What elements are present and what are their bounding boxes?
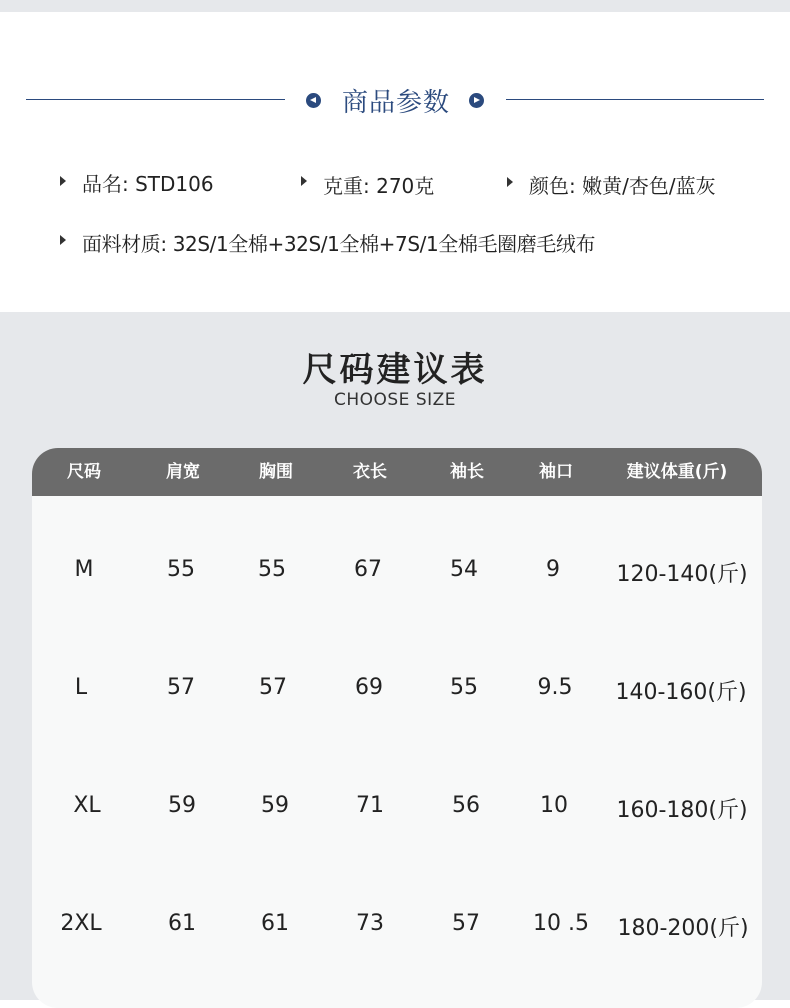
params-title: 商品参数 <box>341 88 450 118</box>
cell-cuff: 10 .5 <box>533 911 589 936</box>
header-cell-chest: 胸围 <box>259 462 293 482</box>
cell-length: 73 <box>356 911 384 936</box>
cell-shoulder: 57 <box>167 675 195 700</box>
cell-weight: 140-160(斤) <box>615 680 747 705</box>
size-chart-section <box>0 312 790 1000</box>
chevron-left-icon <box>306 93 321 108</box>
cell-shoulder: 59 <box>168 793 196 818</box>
cell-cuff: 10 <box>540 793 568 818</box>
cell-chest: 59 <box>261 793 289 818</box>
cell-size: 2XL <box>60 911 102 936</box>
size-chart-subtitle: CHOOSE SIZE <box>333 390 457 410</box>
header-cell-length: 衣长 <box>353 462 387 482</box>
cell-chest: 55 <box>258 557 286 582</box>
bullet-arrow-icon <box>507 177 513 187</box>
cell-chest: 61 <box>261 911 289 936</box>
bullet-arrow-icon <box>60 176 66 186</box>
size-chart-title: 尺码建议表 <box>302 350 488 390</box>
cell-weight: 120-140(斤) <box>616 562 748 587</box>
param-name: 品名: STD106 <box>82 172 214 196</box>
bullet-arrow-icon <box>60 235 66 245</box>
cell-chest: 57 <box>259 675 287 700</box>
cell-sleeve: 54 <box>450 557 478 582</box>
cell-cuff: 9 <box>546 557 560 582</box>
cell-size: XL <box>73 793 101 818</box>
header-rule-right <box>506 99 764 100</box>
cell-length: 71 <box>356 793 384 818</box>
cell-sleeve: 56 <box>452 793 480 818</box>
header-cell-cuff: 袖口 <box>539 462 573 482</box>
cell-shoulder: 55 <box>167 557 195 582</box>
param-material: 面料材质: 32S/1全棉+32S/1全棉+7S/1全棉毛圈磨毛绒布 <box>82 232 596 256</box>
cell-weight: 160-180(斤) <box>616 798 748 823</box>
cell-size: M <box>74 557 94 582</box>
param-weight: 克重: 270克 <box>323 174 435 198</box>
cell-sleeve: 57 <box>452 911 480 936</box>
cell-length: 67 <box>354 557 382 582</box>
header-cell-sleeve: 袖长 <box>450 462 484 482</box>
size-table <box>32 448 762 1008</box>
size-table-header <box>32 448 762 496</box>
cell-weight: 180-200(斤) <box>617 916 749 941</box>
chevron-right-icon <box>469 93 484 108</box>
header-cell-weight: 建议体重(斤) <box>626 462 728 482</box>
header-cell-size: 尺码 <box>67 462 101 482</box>
cell-size: L <box>74 675 88 700</box>
top-divider-strip <box>0 0 790 12</box>
cell-length: 69 <box>355 675 383 700</box>
bullet-arrow-icon <box>301 176 307 186</box>
params-section-header <box>0 78 790 122</box>
param-color: 颜色: 嫩黄/杏色/蓝灰 <box>529 174 716 198</box>
header-cell-shoulder: 肩宽 <box>166 462 200 482</box>
cell-shoulder: 61 <box>168 911 196 936</box>
cell-cuff: 9.5 <box>537 675 573 700</box>
header-rule-left <box>26 99 285 100</box>
cell-sleeve: 55 <box>450 675 478 700</box>
